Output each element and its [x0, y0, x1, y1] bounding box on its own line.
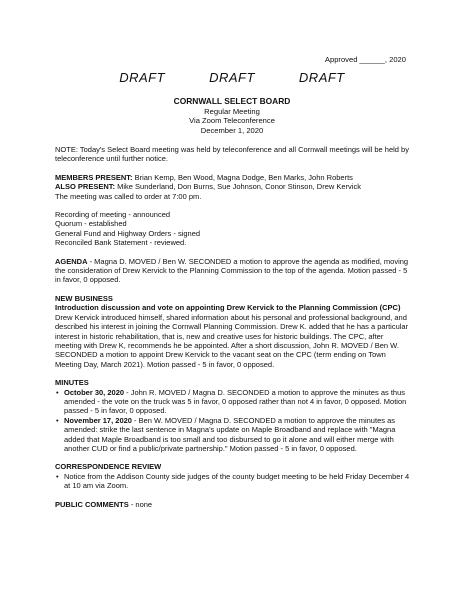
agenda-label: AGENDA — [55, 256, 88, 266]
document-body — [55, 145, 411, 509]
minutes-heading: MINUTES — [55, 378, 89, 388]
item-line: Quorum - established — [55, 219, 127, 229]
new-business-text: Drew Kervick introduced himself, shared information about his personal and professional background, and described his interest in joining the Cornwall Planning Commission. Drew K. added that he has a particular interest in historic rehabilitation, that is, new and creative uses for historic buildings. The CPC, after meeting with Drew K, recommends he be appointed. After a short discussion, John R. MOVED / Ben W. SECONDED a motion to appoint Drew Kervick to the vacant seat on the CPC (term ending on Town Meeting Day, March 2021). Motion passed - 5 in favor, 0 opposed. — [55, 312, 409, 369]
meeting-date: December 1, 2020 — [200, 125, 264, 135]
public-comments — [55, 500, 411, 509]
correspondence-item: • Notice from the Addison County side judges of the county budget meeting to be held Friday December 4 at 10 am via Zoom. — [55, 472, 411, 491]
minutes-entry — [55, 388, 411, 416]
minutes-date: November 17, 2020 — [64, 415, 132, 425]
draft-label: DRAFT — [209, 70, 255, 85]
draft-label: DRAFT — [298, 70, 345, 85]
item-line: General Fund and Highway Orders - signed — [55, 228, 201, 238]
document-header — [0, 97, 464, 135]
agenda-paragraph — [55, 257, 411, 285]
minutes-date: October 30, 2020 — [64, 387, 125, 397]
document-title: CORNWALL SELECT BOARD — [173, 96, 291, 106]
public-comments-label: PUBLIC COMMENTS — [55, 499, 129, 509]
meeting-type: Regular Meeting — [204, 106, 260, 116]
minutes-text: - Ben W. MOVED / Magna D. SECONDED a motion to approve the minutes as amended: strike the last sentence in Magna's update on Maple Broadband and replace with "Magna added that Maple Broadband is too small and too disbursed to go it alone and will either merge with another CUD or find a public/private partnership." Motion passed - 5 in favor, 0 opposed. — [64, 415, 396, 453]
new-business-heading: NEW BUSINESS — [55, 293, 113, 303]
also-label: ALSO PRESENT: — [55, 182, 116, 192]
draft-watermarks — [0, 70, 464, 85]
public-comments-text: - none — [128, 499, 153, 509]
item-line: Recording of meeting - announced — [55, 210, 171, 220]
correspondence-list — [55, 472, 411, 491]
called-to-order: The meeting was called to order at 7:00 pm. — [55, 191, 202, 201]
also-list: Mike Sunderland, Don Burns, Sue Johnson, Conor Stinson, Drew Kervick — [115, 182, 361, 192]
minutes-text: - John R. MOVED / Magna D. SECONDED a motion to approve the minutes as thus amended - the vote on the truck was 5 in favor, 0 opposed rather than not 4 in favor, 0 opposed. Motion passed - 5 in favor, 0 opposed. — [64, 387, 407, 416]
draft-label: DRAFT — [119, 70, 166, 85]
item-line: Reconciled Bank Statement - reviewed. — [55, 238, 187, 248]
new-business-subheading: Introduction discussion and vote on appointing Drew Kervick to the Planning Commission (CPC) — [55, 303, 401, 313]
also-present — [55, 182, 411, 191]
members-list: Brian Kemp, Ben Wood, Magna Dodge, Ben Marks, John Roberts — [132, 172, 353, 182]
correspondence-heading: CORRESPONDENCE REVIEW — [55, 462, 162, 472]
members-present — [55, 173, 411, 182]
note-paragraph: NOTE: Today's Select Board meeting was held by teleconference and all Cornwall meetings will be held by teleconference until further notice. — [55, 145, 409, 164]
meeting-venue: Via Zoom Teleconference — [189, 116, 275, 126]
minutes-entry — [55, 416, 411, 454]
minutes-list — [55, 388, 411, 454]
approved-line: Approved ______, 2020 — [324, 55, 406, 64]
agenda-text: - Magna D. MOVED / Ben W. SECONDED a motion to approve the agenda as modified, moving the consideration of Drew Kervick to the Planning Commission to the top of the agenda. Motion passed - 5 in favor, 0 opposed. — [55, 256, 409, 285]
members-label: MEMBERS PRESENT: — [55, 172, 133, 182]
